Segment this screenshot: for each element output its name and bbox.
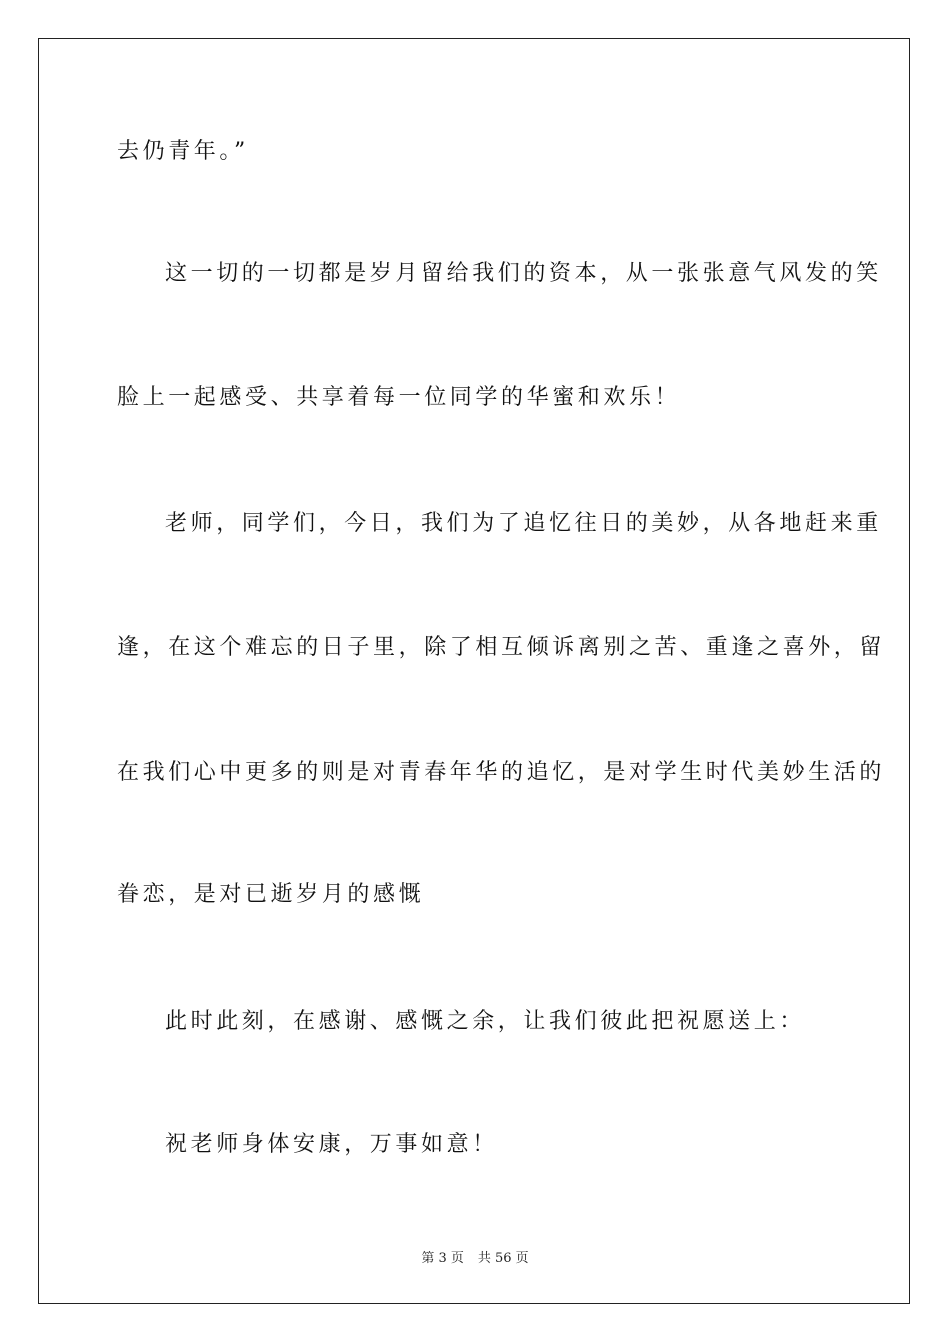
page-border — [38, 38, 910, 1304]
page-total: 共 56 页 — [477, 1251, 529, 1266]
paragraph-2-line-2: 逢，在这个难忘的日子里，除了相互倾诉离别之苦、重逢之喜外，留 — [117, 635, 886, 660]
paragraph-4-line-1: 祝老师身体安康，万事如意！ — [165, 1132, 498, 1157]
text-line-1: 去仍青年。” — [117, 139, 249, 164]
page-number: 第 3 页 — [421, 1251, 464, 1266]
paragraph-3-line-1: 此时此刻，在感谢、感慨之余，让我们彼此把祝愿送上： — [165, 1009, 806, 1034]
paragraph-1-line-1: 这一切的一切都是岁月留给我们的资本，从一张张意气风发的笑 — [165, 261, 882, 286]
paragraph-1-line-2: 脸上一起感受、共享着每一位同学的华蜜和欢乐！ — [117, 385, 681, 410]
page-footer — [0, 1247, 950, 1266]
paragraph-2-line-4: 眷恋，是对已逝岁月的感慨 — [117, 882, 425, 907]
paragraph-2-line-1: 老师，同学们，今日，我们为了追忆往日的美妙，从各地赶来重 — [165, 511, 882, 536]
paragraph-2-line-3: 在我们心中更多的则是对青春年华的追忆，是对学生时代美妙生活的 — [117, 760, 886, 785]
